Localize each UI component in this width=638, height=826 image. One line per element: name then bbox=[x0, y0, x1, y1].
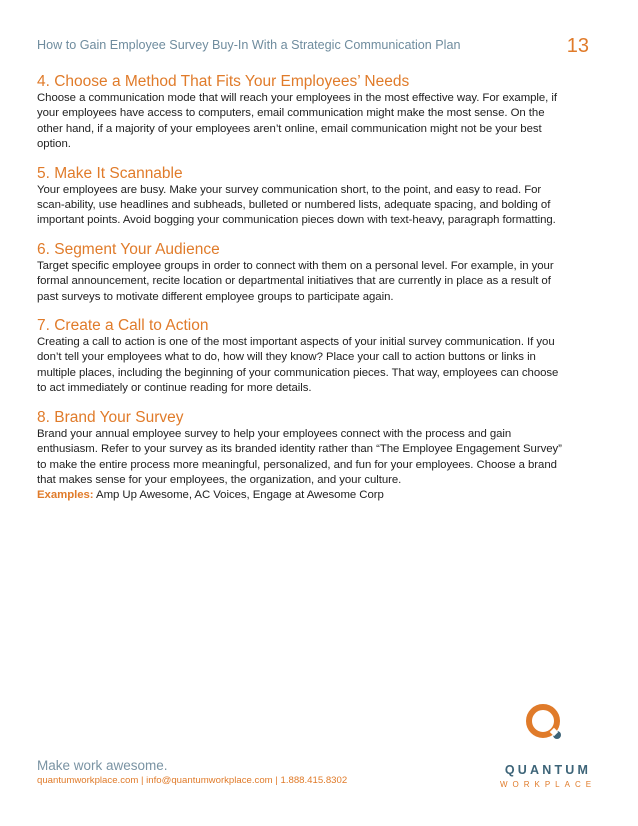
quantum-q-icon bbox=[524, 702, 564, 742]
section-heading: 4. Choose a Method That Fits Your Employees’ Needs bbox=[37, 73, 410, 90]
main-content bbox=[37, 72, 567, 515]
page-number: 13 bbox=[566, 35, 589, 57]
page-header bbox=[37, 35, 597, 59]
examples-label: Examples: bbox=[37, 489, 94, 502]
section-brand-survey bbox=[37, 408, 567, 504]
examples-text: Amp Up Awesome, AC Voices, Engage at Awesome Corp bbox=[96, 489, 384, 502]
page-footer bbox=[37, 757, 457, 788]
quantum-workplace-logo bbox=[488, 702, 608, 792]
section-body: Target specific employee groups in order to connect with them on a personal level. For example, in your formal announcement, recite location or departmental initiatives that are currently in place as a result of past surveys to motivate different employee groups to participate again. bbox=[37, 259, 554, 303]
footer-contact: quantumworkplace.com | info@quantumworkplace.com | 1.888.415.8302 bbox=[37, 775, 348, 786]
section-body: Brand your annual employee survey to help your employees connect with the process and gain enthusiasm. Refer to your survey as its branded identity rather than “The Employee Engagement Survey” to make the entire process more meaningful, personalized, and fun for your employees. Choose a brand that makes sense for your employees, the organization, and your culture. bbox=[37, 427, 562, 486]
section-segment-audience bbox=[37, 240, 567, 305]
examples-line bbox=[37, 488, 567, 503]
section-choose-method bbox=[37, 72, 567, 153]
section-heading: 5. Make It Scannable bbox=[37, 164, 183, 182]
document-title: How to Gain Employee Survey Buy-In With a Strategic Communication Plan bbox=[37, 38, 461, 52]
section-make-scannable bbox=[37, 164, 567, 229]
section-body: Your employees are busy. Make your survey communication short, to the point, and easy to read. For scan-ability, use headlines and subheads, bulleted or numbered lists, adequate spacing, and bolding of important points. Avoid bogging your communication pieces down with text-heavy, paragraph formatting. bbox=[37, 183, 556, 227]
section-body: Choose a communication mode that will reach your employees in the most effective way. For example, if your employees have access to computers, email communication might make the most sense. On the other hand, if a majority of your employees aren’t online, email communication might not be your best option. bbox=[37, 92, 558, 151]
section-heading: 6. Segment Your Audience bbox=[37, 240, 220, 258]
logo-subwordmark: WORKPLACE bbox=[499, 780, 597, 789]
footer-tagline: Make work awesome. bbox=[37, 758, 168, 773]
section-body: Creating a call to action is one of the most important aspects of your initial survey communication. If you don’t tell your employees what to do, how will they know? Place your call to action buttons or links in multiple places, including the beginning of your communication pieces. That way, employees can choose to act immediately or continue reading for more details. bbox=[37, 336, 559, 395]
logo-wordmark: QUANTUM bbox=[504, 763, 592, 777]
section-heading: 7. Create a Call to Action bbox=[37, 317, 209, 335]
section-call-to-action bbox=[37, 316, 567, 397]
section-heading: 8. Brand Your Survey bbox=[37, 408, 184, 426]
